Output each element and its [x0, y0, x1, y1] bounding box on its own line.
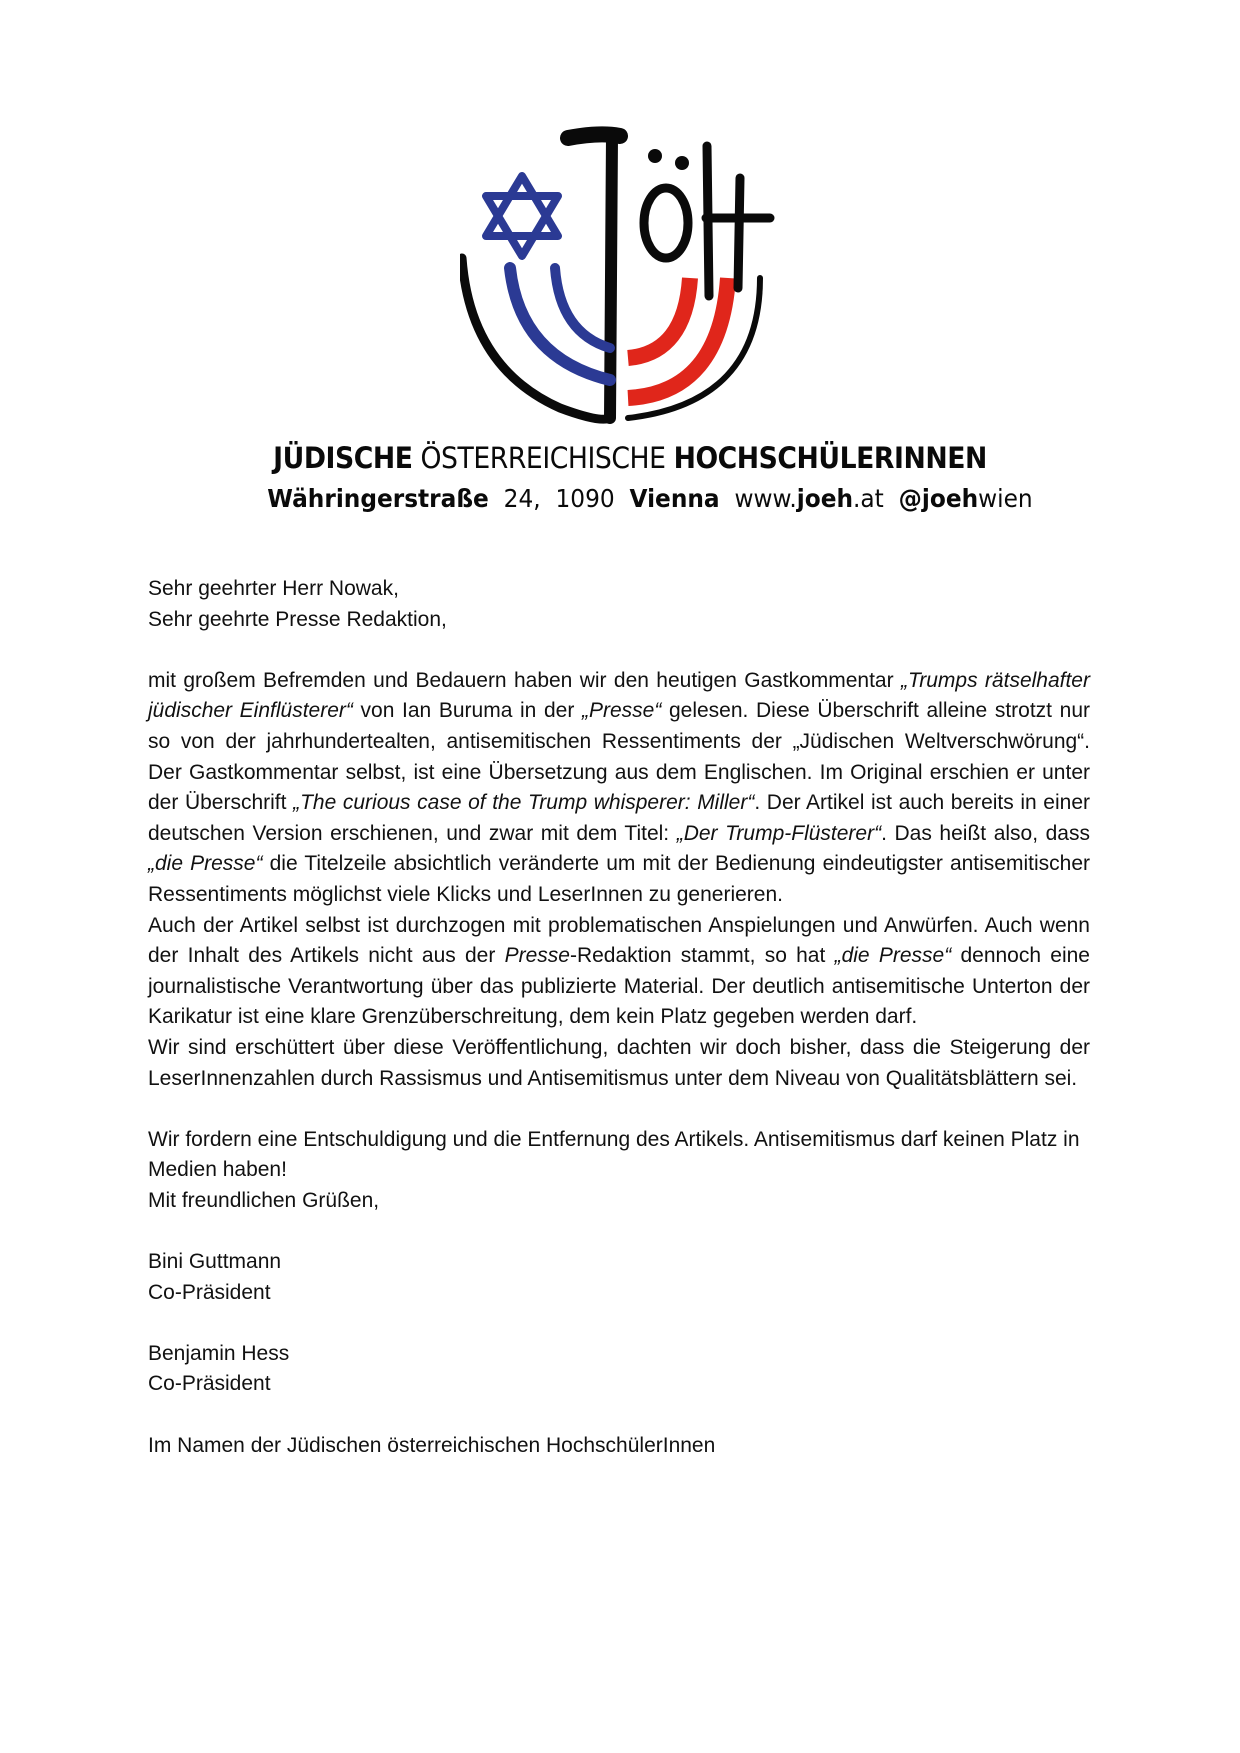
- social-handle-suffix: wien: [978, 484, 1033, 513]
- spacer: [148, 635, 1090, 666]
- p1-italic-original-title: „The curious case of the Trump whisperer: Miller“: [293, 791, 755, 815]
- p1-text-6: die Titelzeile absichtlich veränderte um mit der Bedienung eindeutigster antisemitischer Ressentiments möglichst viele Klicks und LeserInnen zu generieren.: [148, 852, 1090, 906]
- p2-text-2: -Redaktion stammt, so hat: [569, 944, 835, 968]
- website-prefix: www.: [734, 484, 797, 513]
- street-number: 24,: [503, 484, 541, 513]
- website-domain: joeh: [796, 484, 854, 513]
- joeh-logo-graphic: [460, 118, 790, 428]
- spacer: [148, 1216, 1090, 1247]
- website[interactable]: [734, 484, 883, 513]
- organization-name: [271, 441, 989, 475]
- org-name-part-2: ÖSTERREICHISCHE: [420, 441, 666, 475]
- salutation-line-2: Sehr geehrte Presse Redaktion,: [148, 607, 447, 631]
- p1-text-5: . Das heißt also, dass: [881, 821, 1090, 845]
- city: Vienna: [629, 484, 720, 513]
- spacer: [148, 1094, 1090, 1125]
- p1-text-4: . Der Artikel ist auch bereits in einer deutschen Version erschienen, und zwar mit dem Titel:: [148, 791, 1090, 845]
- signatory-2-title: Co-Präsident: [148, 1372, 271, 1396]
- joeh-logo: [460, 118, 790, 428]
- p1-text-3: gelesen. Diese Überschrift alleine strotzt nur so von der jahrhundertealten, antisemitischen Ressentiments der „Jüdischen Weltverschwörung“. Der Gastkommentar selbst, ist eine Übersetzung aus dem Englischen. Im Original erschien er unter der Überschrift: [148, 699, 1090, 815]
- p2-text-1: Auch der Artikel selbst ist durchzogen mit problematischen Anspielungen und Anwürfen. Auch wenn der Inhalt des Artikels nicht aus der: [148, 913, 1090, 968]
- p1-text-2: von Ian Buruma in der: [352, 699, 582, 723]
- paragraph-3: Wir sind erschüttert über diese Veröffentlichung, dachten wir doch bisher, dass die Steigerung der LeserInnenzahlen durch Rassismus und Antisemitismus unter dem Niveau von Qualitätsblättern sei.: [148, 1035, 1090, 1090]
- demand-paragraph: Wir fordern eine Entschuldigung und die Entfernung des Artikels. Antisemitismus darf keinen Platz in Medien haben!: [148, 1127, 1080, 1182]
- p1-italic-presse: „Presse“: [581, 699, 662, 723]
- website-tld: .at: [853, 484, 884, 513]
- social-handle[interactable]: [899, 484, 1033, 513]
- closing: Mit freundlichen Grüßen,: [148, 1188, 380, 1212]
- letter-o-umlaut: [644, 188, 688, 258]
- on-behalf-line: Im Namen der Jüdischen österreichischen HochschülerInnen: [148, 1433, 716, 1457]
- paragraph-1: [148, 666, 1090, 911]
- p2-italic-die-presse: „die Presse“: [834, 944, 952, 968]
- street: Währingerstraße: [267, 484, 489, 513]
- spacer: [148, 1400, 1090, 1431]
- social-handle-bold: @joeh: [898, 484, 979, 513]
- letter-body: [148, 574, 1090, 1461]
- spacer: [148, 1308, 1090, 1339]
- p1-italic-german-title: „Der Trump-Flüsterer“: [676, 821, 882, 845]
- p2-text-3: dennoch eine journalistische Verantwortung über das publizierte Material. Der deutlich antisemitische Unterton der Karikatur ist eine klare Grenzüberschreitung, dem kein Platz gegeben werden darf.: [148, 944, 1090, 1029]
- letter-h: [706, 146, 770, 296]
- zip-code: 1090: [555, 484, 615, 513]
- salutation-line-1: Sehr geehrter Herr Nowak,: [148, 577, 399, 600]
- p1-text-1: mit großem Befremden und Bedauern haben wir den heutigen Gastkommentar: [148, 668, 901, 692]
- contact-line: [267, 484, 1033, 513]
- signatory-2-name: Benjamin Hess: [148, 1341, 290, 1365]
- p2-italic-presse: Presse: [504, 944, 570, 968]
- paragraph-2: [148, 911, 1090, 1033]
- star-of-david-icon: [486, 176, 558, 256]
- p1-italic-title-1: „Trumps rätselhafter jüdischer Einflüsterer“: [148, 668, 1090, 723]
- signatory-1-title: Co-Präsident: [148, 1280, 271, 1304]
- signatory-1-name: Bini Guttmann: [148, 1250, 282, 1274]
- p1-italic-die-presse: „die Presse“: [148, 852, 263, 876]
- org-name-part-1: JÜDISCHE: [273, 441, 413, 475]
- menorah-arcs-icon: [510, 268, 610, 380]
- org-name-part-3: HOCHSCHÜLERINNEN: [673, 441, 987, 475]
